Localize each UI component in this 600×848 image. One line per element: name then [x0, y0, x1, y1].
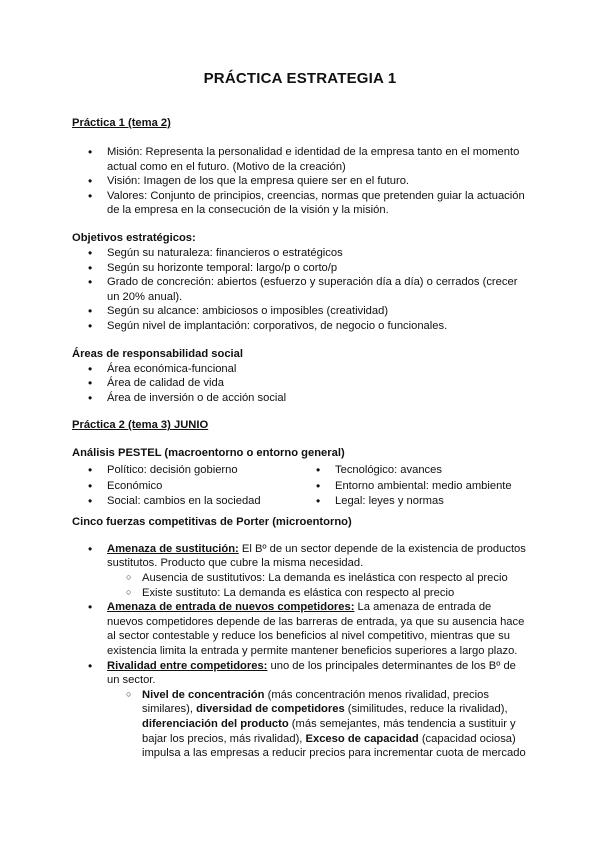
list-item: • Misión: Representa la personalidad e identidad de la empresa tanto en el momento actual como en el futuro. (Motivo de la creación) [72, 145, 528, 174]
practica2-heading: Práctica 2 (tema 3) JUNIO [72, 419, 209, 432]
areas-list [72, 362, 528, 406]
areas-heading: Áreas de responsabilidad social [72, 347, 243, 360]
list-item-rivalidad [72, 659, 528, 688]
diversidad-term: diversidad de competidores [196, 703, 345, 716]
diversidad-text: (similitudes, reduce la rivalidad), [344, 703, 508, 716]
pestel-right-list [300, 463, 528, 510]
list-item: • Económico [72, 479, 300, 495]
list-item: • Entorno ambiental: medio ambiente [300, 479, 528, 495]
list-item: • Según su horizonte temporal: largo/p o corto/p [72, 261, 528, 276]
list-item-entrada [72, 600, 528, 658]
concentracion-term: Nivel de concentración [142, 688, 265, 701]
entrada-label: Amenaza de entrada de nuevos competidores: [107, 601, 355, 614]
porter-list [72, 542, 528, 761]
list-item: • Según nivel de implantación: corporativos, de negocio o funcionales. [72, 319, 528, 334]
list-item: • Tecnológico: avances [300, 463, 528, 479]
list-item: ○ Existe sustituto: La demanda es elástica con respecto al precio [72, 586, 528, 601]
entrada-text: La amenaza de entrada de nuevos competidores depende de las barreras de entrada, ya que su ausencia hace al sector contestable y reduce los beneficios al nivel competitivo, mientras que su existencia limita la entrada y permite mantener beneficios superiores a largo plazo. [107, 601, 525, 657]
list-item: • Área de inversión o de acción social [72, 391, 528, 406]
list-item: • Grado de concreción: abiertos (esfuerzo y superación día a día) o cerrados (crecer un 20% anual). [72, 275, 528, 304]
sustitucion-text: El Bº de un sector depende de la existencia de productos sustitutos. Producto que cubre la misma necesidad. [107, 542, 526, 570]
porter-heading: Cinco fuerzas competitivas de Porter (microentorno) [72, 515, 352, 528]
list-item: • Según su alcance: ambiciosos o imposibles (creatividad) [72, 304, 528, 319]
page-title: PRÁCTICA ESTRATEGIA 1 [203, 70, 397, 87]
concentracion-text: (más concentración menos rivalidad, precios similares), [142, 688, 489, 716]
exceso-term: Exceso de capacidad [305, 732, 419, 745]
list-item: • Valores: Conjunto de principios, creencias, normas que pretenden guiar la actuación de la empresa en la consecución de la visión y la misión. [72, 189, 528, 218]
list-item: • Según su naturaleza: financieros o estratégicos [72, 246, 528, 261]
rivalidad-text: uno de los principales determinantes de los Bº de un sector. [107, 659, 516, 687]
pestel-heading: Análisis PESTEL (macroentorno o entorno general) [72, 447, 345, 460]
list-item-rivalidad-detalle [72, 688, 528, 761]
list-item: • Político: decisión gobierno [72, 463, 300, 479]
pestel-columns [72, 463, 528, 510]
list-item-sustitucion [72, 542, 528, 571]
list-item: • Social: cambios en la sociedad [72, 494, 300, 510]
diferenciacion-text: (más semejantes, más tendencia a sustituir y bajar los precios, más rivalidad), [142, 717, 516, 745]
list-item: • Legal: leyes y normas [300, 494, 528, 510]
sustitucion-label: Amenaza de sustitución: [107, 542, 239, 555]
list-item: • Visión: Imagen de los que la empresa quiere ser en el futuro. [72, 174, 528, 189]
diferenciacion-term: diferenciación del producto [142, 717, 289, 730]
list-item: • Área económica-funcional [72, 362, 528, 377]
rivalidad-label: Rivalidad entre competidores: [107, 659, 268, 672]
objetivos-heading: Objetivos estratégicos: [72, 231, 196, 244]
practica1-list [72, 145, 528, 218]
list-item: • Área de calidad de vida [72, 376, 528, 391]
practica1-heading: Práctica 1 (tema 2) [72, 117, 171, 129]
exceso-text: (capacidad ociosa) impulsa a las empresas a reducir precios para incrementar cuota de mercado [142, 732, 526, 760]
list-item: ○ Ausencia de sustitutivos: La demanda es inelástica con respecto al precio [72, 571, 528, 586]
pestel-left-list [72, 463, 300, 510]
objetivos-list [72, 246, 528, 334]
